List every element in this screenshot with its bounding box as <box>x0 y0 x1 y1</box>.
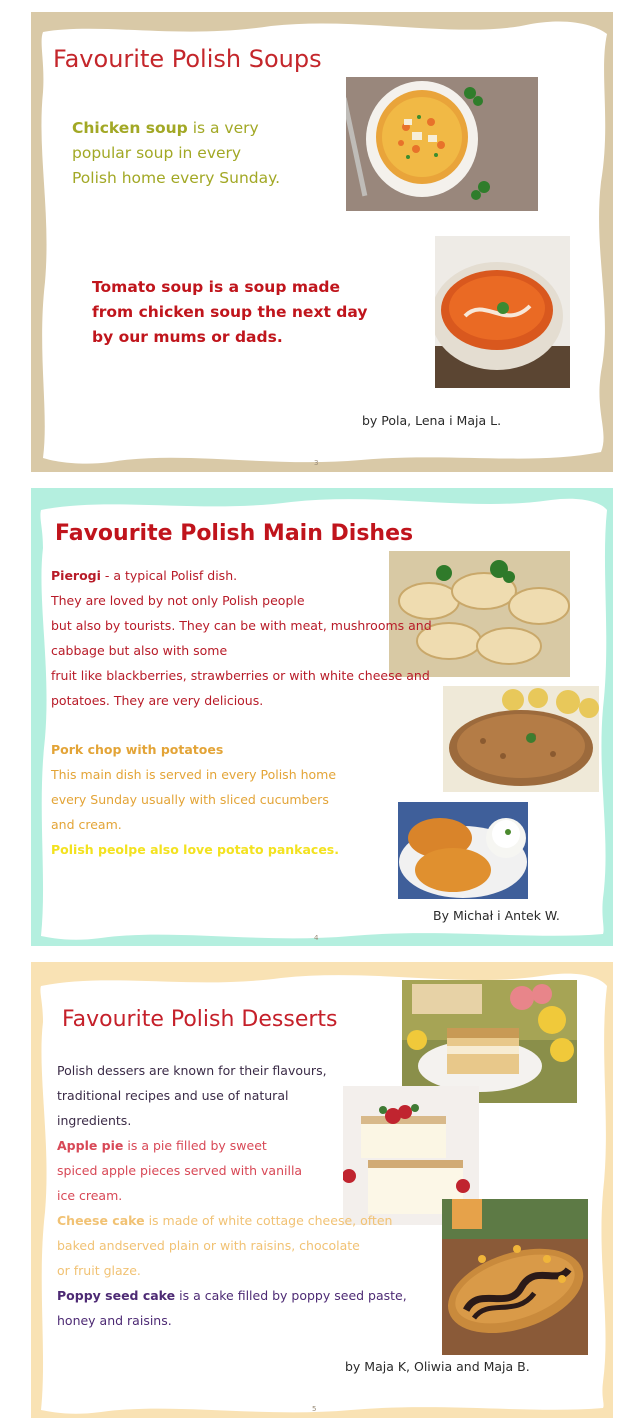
chicken-soup-line2: popular soup in every <box>72 144 242 162</box>
apple-pie-line1: is a pie filled by sweet <box>123 1138 267 1153</box>
poppy-seed-cake-name: Poppy seed cake <box>57 1288 176 1303</box>
pork-chop-line3: and cream. <box>51 817 122 832</box>
potato-pancakes-photo <box>398 802 528 899</box>
chicken-soup-name: Chicken soup <box>72 119 188 137</box>
pierogi-text <box>51 563 432 713</box>
pierogi-line3: but also by tourists. They can be with meat, mushrooms and <box>51 618 432 633</box>
intro-line2: traditional recipes and use of natural <box>57 1088 289 1103</box>
slide-desserts <box>31 962 613 1418</box>
desserts-text <box>57 1058 407 1333</box>
page-title: Favourite Polish Soups <box>53 45 322 73</box>
chicken-soup-line1: is a very <box>187 119 259 137</box>
pork-chop-line1: This main dish is served in every Polish home <box>51 767 337 782</box>
poppy-seed-cake-line2: honey and raisins. <box>57 1313 172 1328</box>
pork-chop-heading: Pork chop with potatoes <box>51 742 224 757</box>
pork-chop-photo <box>443 686 599 792</box>
pierogi-line4: cabbage but also with some <box>51 643 228 658</box>
tomato-soup-line1: Tomato soup is a soup made <box>92 278 341 296</box>
page-number: 4 <box>314 934 319 942</box>
tomato-soup-line3: by our mums or dads. <box>92 328 283 346</box>
intro-line3: ingredients. <box>57 1113 132 1128</box>
credit: By Michał i Antek W. <box>433 908 560 923</box>
poppy-seed-cake-line1: is a cake filled by poppy seed paste, <box>175 1288 407 1303</box>
page-title: Favourite Polish Main Dishes <box>55 521 414 546</box>
potato-pancakes-line: Polish peolpe also love potato pankaces. <box>51 842 340 857</box>
pierogi-name: Pierogi <box>51 568 101 583</box>
chicken-soup-line3: Polish home every Sunday. <box>72 169 281 187</box>
credit: by Pola, Lena i Maja L. <box>362 413 502 428</box>
tomato-soup-text <box>92 275 367 350</box>
pierogi-line1: - a typical Polisf dish. <box>100 568 238 583</box>
apple-pie-photo <box>402 980 577 1103</box>
intro-line1: Polish dessers are known for their flavours, <box>57 1063 327 1078</box>
pierogi-line5: fruit like blackberries, strawberries or with white cheese and <box>51 668 430 683</box>
pierogi-line2: They are loved by not only Polish people <box>51 593 305 608</box>
chicken-soup-text <box>72 116 280 191</box>
pierogi-line6: potatoes. They are very delicious. <box>51 693 264 708</box>
cheese-cake-line1: is made of white cottage cheese, often <box>144 1213 393 1228</box>
page-number: 5 <box>312 1405 317 1413</box>
page-number: 3 <box>314 459 319 467</box>
cheese-cake-line3: or fruit glaze. <box>57 1263 141 1278</box>
slide-main-dishes <box>31 488 613 946</box>
cheese-cake-line2: baked andserved plain or with raisins, chocolate <box>57 1238 360 1253</box>
slide-soups <box>31 12 613 472</box>
apple-pie-line2: spiced apple pieces served with vanilla <box>57 1163 303 1178</box>
pork-chop-line2: every Sunday usually with sliced cucumbers <box>51 792 329 807</box>
pork-chop-text <box>51 737 339 862</box>
tomato-soup-photo <box>435 236 570 388</box>
apple-pie-name: Apple pie <box>57 1138 124 1153</box>
credit: by Maja K, Oliwia and Maja B. <box>345 1359 530 1374</box>
cheese-cake-name: Cheese cake <box>57 1213 145 1228</box>
poppy-seed-cake-photo <box>442 1199 588 1355</box>
page-title: Favourite Polish Desserts <box>62 1007 338 1032</box>
apple-pie-line3: ice cream. <box>57 1188 123 1203</box>
tomato-soup-line2: from chicken soup the next day <box>92 303 368 321</box>
chicken-soup-photo <box>346 77 538 211</box>
